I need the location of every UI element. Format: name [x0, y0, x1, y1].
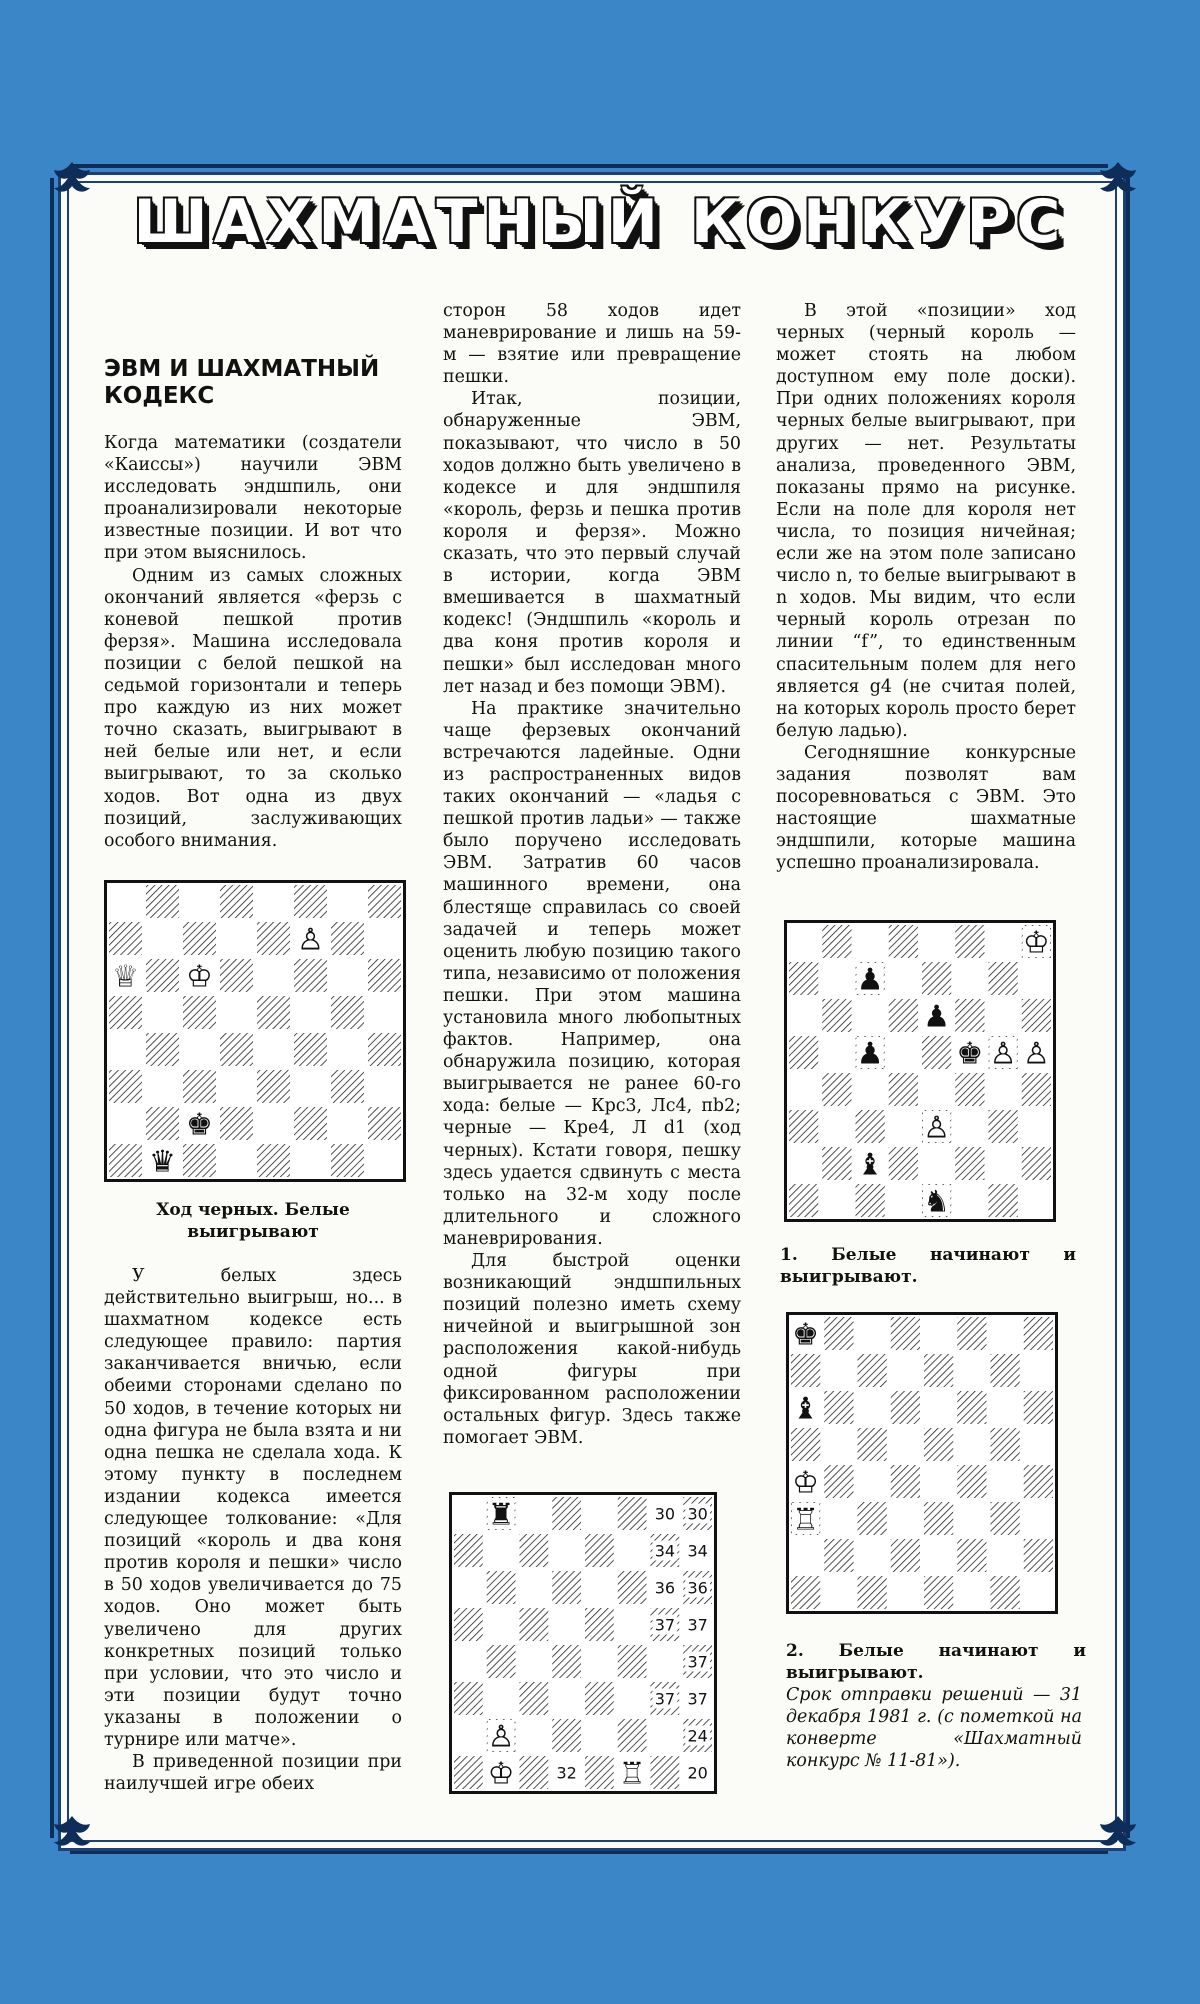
move-count-label: 34 [687, 1541, 708, 1561]
dark-square [585, 1756, 614, 1789]
dark-square [824, 1391, 853, 1424]
dark-square [922, 1036, 951, 1069]
dark-square [1024, 1465, 1053, 1498]
dark-square [257, 1144, 290, 1177]
dark-square [1024, 1391, 1053, 1424]
chess-piece-icon: ♔ [792, 1465, 820, 1501]
paragraph: Когда математики (создатели «Каиссы») научили ЭВМ исследовать эндшпиль, они проанализировали некоторые известные позиции. И вот что при этом выяснилось. [104, 433, 402, 564]
dark-square [924, 1354, 953, 1387]
dark-square [791, 1576, 820, 1609]
dark-square [824, 1465, 853, 1498]
paragraph: В этой «позиции» ход черных (черный король — может стоять на любом доступном ему поле доски). При одних положениях короля черных белые выигрывают, при других — нет. Результаты анализа, проведенного ЭВМ, показаны прямо на рисунке. Если на поле для короля нет числа, то позиция ничейная; если же на этом поле записано число n, то белые выигрывают в n ходов. Мы видим, что если черный король отрезан по линии “f”, то единственным спасительным полем для него является g4 (не считая полей, на которых король просто берет белую ладью). [776, 301, 1076, 741]
fleur-ornament-icon [50, 1812, 94, 1856]
dark-square [1024, 1539, 1053, 1572]
dark-square [618, 1719, 647, 1752]
dark-square [789, 962, 818, 995]
chess-diagram-1 [104, 880, 406, 1182]
dark-square [520, 1682, 549, 1715]
paragraph: Одним из самых сложных окончаний является «ферзь с коневой пешкой против ферзя». Машина исследовала позиции с белой пешкой на седьмой горизонтали и теперь про каждую из них может точно сказать, выигрывают в ней белые или нет, и если выигрывают, то за сколько ходов. Вот одна из двух позиций, заслуживающих особого внимания. [104, 565, 402, 851]
dark-square [989, 1184, 1018, 1217]
dark-square [955, 999, 984, 1032]
move-count-label: 37 [687, 1615, 708, 1635]
chess-piece-icon: ♝ [856, 1147, 884, 1183]
dark-square [858, 1354, 887, 1387]
move-count-label: 37 [687, 1652, 708, 1672]
dark-square [824, 1317, 853, 1350]
dark-square [220, 1033, 253, 1066]
move-count-label: 24 [687, 1726, 708, 1746]
dark-square [991, 1502, 1020, 1535]
dark-square [294, 959, 327, 992]
dark-square [989, 962, 1018, 995]
chess-diagram-3 [784, 920, 1056, 1222]
dark-square [1022, 1073, 1051, 1106]
dark-square [109, 922, 142, 955]
dark-square [1024, 1317, 1053, 1350]
frame-right-line [1126, 178, 1130, 1838]
dark-square [454, 1682, 483, 1715]
dark-square [331, 1144, 364, 1177]
dark-square [991, 1576, 1020, 1609]
dark-square [368, 959, 401, 992]
diagram-1-caption: Ход черных. Белые выигрывают [156, 1200, 350, 1242]
dark-square [585, 1682, 614, 1715]
dark-square [294, 885, 327, 918]
dark-square [220, 1107, 253, 1140]
paragraph: Сегодняшние конкурсные задания позволят вам посоревноваться с ЭВМ. Это настоящие шахматные эндшпили, которые машина успешно проанализировала. [776, 742, 1076, 874]
dark-square [891, 1539, 920, 1572]
diagram-4-caption: 2. Белые начинают и выигрывают. [786, 1641, 1086, 1683]
dark-square [552, 1497, 581, 1530]
paragraph: Для быстрой оценки возникающий эндшпильных позиций полезно иметь схему ничейной и выигрышной зон расположения какой-нибудь одной фигуры при фиксированном расположении остальных фигур. Здесь также помогает ЭВМ. [443, 1251, 741, 1448]
fleur-ornament-icon [1096, 158, 1140, 202]
move-count-label: 37 [654, 1615, 676, 1635]
chessboard [107, 883, 403, 1179]
dark-square [257, 996, 290, 1029]
chess-piece-icon: ♕ [112, 959, 139, 995]
column-2 [443, 300, 741, 1449]
chess-piece-icon: ♟ [923, 999, 951, 1035]
frame-top-line [70, 164, 1108, 168]
dark-square [487, 1571, 516, 1604]
dark-square [220, 959, 253, 992]
chess-piece-icon: ♚ [186, 1107, 213, 1143]
dark-square [651, 1756, 680, 1789]
move-count-label: 30 [654, 1504, 676, 1524]
paragraph: сторон 58 ходов идет маневрирование и лишь на 59-м — взятие или превращение пешки. [443, 301, 741, 388]
dark-square [454, 1534, 483, 1567]
dark-square [924, 1502, 953, 1535]
dark-square [368, 885, 401, 918]
dark-square [618, 1571, 647, 1604]
column-1-continued [104, 1265, 402, 1795]
page-title: ШАХМАТНЫЙ КОНКУРС [133, 187, 1067, 257]
dark-square [618, 1497, 647, 1530]
chess-piece-icon: ♜ [487, 1497, 515, 1533]
dark-square [183, 996, 216, 1029]
dark-square [891, 1391, 920, 1424]
dark-square [889, 999, 918, 1032]
chess-piece-icon: ♚ [956, 1036, 984, 1072]
dark-square [331, 1070, 364, 1103]
dark-square [520, 1756, 549, 1789]
dark-square [889, 925, 918, 958]
dark-square [552, 1645, 581, 1678]
chess-piece-icon: ♛ [149, 1144, 176, 1179]
move-count-label: 30 [687, 1504, 708, 1524]
dark-square [924, 1428, 953, 1461]
deadline-note: Срок отправки решений — 31 декабря 1981 г. (с пометкой на конверте «Шахматный конкурс № 11-81»). [786, 1685, 1082, 1771]
paragraph: Итак, позиции, обнаруженные ЭВМ, показывают, что число в 50 ходов должно быть увеличено в кодексе и для эндшпиля «король, ферзь и пешка против короля и ферзя». Можно сказать, что это первый случай в истории, когда ЭВМ вмешивается в шахматный кодекс! (Эндшпиль «король и два коня против короля и пешки» был исследован много лет назад и без помощи ЭВМ). [443, 389, 741, 697]
dark-square [989, 1110, 1018, 1143]
dark-square [552, 1571, 581, 1604]
dark-square [520, 1608, 549, 1641]
dark-square [858, 1428, 887, 1461]
dark-square [146, 1033, 179, 1066]
dark-square [585, 1534, 614, 1567]
chess-piece-icon: ♙ [989, 1036, 1017, 1072]
chess-piece-icon: ♙ [297, 922, 324, 958]
move-count-label: 20 [687, 1763, 708, 1783]
dark-square [220, 885, 253, 918]
fleur-ornament-icon [1096, 1812, 1140, 1856]
dark-square [1022, 999, 1051, 1032]
dark-square [294, 1107, 327, 1140]
move-count-label: 34 [654, 1541, 676, 1561]
article-heading: ЭВМ И ШАХМАТНЫЙ КОДЕКС [104, 356, 380, 409]
dark-square [789, 1110, 818, 1143]
dark-square [822, 1073, 851, 1106]
column-1 [104, 432, 402, 852]
dark-square [889, 1147, 918, 1180]
move-count-label: 32 [556, 1763, 577, 1783]
dark-square [294, 1033, 327, 1066]
dark-square [957, 1465, 986, 1498]
dark-square [520, 1534, 549, 1567]
chess-piece-icon: ♔ [186, 959, 213, 995]
chessboard [789, 1315, 1055, 1611]
dark-square [955, 925, 984, 958]
dark-square [454, 1756, 483, 1789]
move-count-label: 37 [687, 1689, 708, 1709]
chess-piece-icon: ♟ [856, 962, 884, 998]
dark-square [991, 1354, 1020, 1387]
dark-square [331, 922, 364, 955]
chessboard [452, 1495, 714, 1791]
dark-square [109, 996, 142, 1029]
dark-square [824, 1539, 853, 1572]
dark-square [858, 1502, 887, 1535]
chess-piece-icon: ♙ [923, 1110, 951, 1146]
dark-square [924, 1576, 953, 1609]
chess-piece-icon: ♙ [1022, 1036, 1050, 1072]
dark-square [1022, 1147, 1051, 1180]
dark-square [822, 925, 851, 958]
dark-square [955, 1147, 984, 1180]
dark-square [454, 1608, 483, 1641]
dark-square [891, 1465, 920, 1498]
dark-square [856, 1184, 885, 1217]
dark-square [109, 1070, 142, 1103]
dark-square [331, 996, 364, 1029]
dark-square [889, 1073, 918, 1106]
dark-square [183, 1144, 216, 1177]
dark-square [183, 922, 216, 955]
chess-diagram-2 [449, 1492, 717, 1794]
dark-square [368, 1107, 401, 1140]
paragraph: На практике значительно чаще ферзевых окончаний встречаются ладейные. Одни из распространенных видов таких окончаний — «ладья с пешкой против ладьи» — также было поручено исследовать ЭВМ. Затратив 60 часов машинного времени, она блестяще справилась со своей задачей и теперь может оценить любую позицию такого типа, независимо от положения пешки. При этом машина установила много любопытных фактов. Например, она обнаружила позицию, которая выигрывается не ранее 60-го хода: белые — Крc3, Лc4, пb2; черные — Крe4, Л d1 (ход черных). Кстати говоря, пешку здесь удается сдвинуть с места только на 32-м ходу после длительного и сложного маневрирования. [443, 698, 741, 1249]
dark-square [552, 1719, 581, 1752]
dark-square [791, 1354, 820, 1387]
dark-square [257, 922, 290, 955]
chess-piece-icon: ♝ [792, 1391, 820, 1427]
dark-square [146, 885, 179, 918]
chess-piece-icon: ♔ [1022, 925, 1050, 961]
fleur-ornament-icon [50, 158, 94, 202]
dark-square [618, 1645, 647, 1678]
chess-piece-icon: ♟ [856, 1036, 884, 1072]
frame-left-line [50, 178, 54, 1838]
dark-square [487, 1645, 516, 1678]
dark-square [922, 962, 951, 995]
chess-piece-icon: ♖ [792, 1502, 820, 1538]
dark-square [957, 1391, 986, 1424]
dark-square [957, 1317, 986, 1350]
dark-square [146, 1107, 179, 1140]
dark-square [368, 1033, 401, 1066]
chess-diagram-4 [786, 1312, 1058, 1614]
dark-square [183, 1070, 216, 1103]
chess-piece-icon: ♞ [923, 1184, 951, 1219]
move-count-label: 37 [654, 1689, 676, 1709]
paragraph: В приведенной позиции при наилучшей игре обеих [104, 1752, 402, 1795]
dark-square [822, 1147, 851, 1180]
dark-square [858, 1576, 887, 1609]
dark-square [791, 1428, 820, 1461]
move-count-label: 36 [654, 1578, 676, 1598]
diagram-3-caption: 1. Белые начинают и выигрывают. [780, 1245, 1076, 1287]
move-count-label: 36 [687, 1578, 708, 1598]
dark-square [789, 1184, 818, 1217]
dark-square [891, 1317, 920, 1350]
chess-piece-icon: ♙ [487, 1719, 515, 1755]
dark-square [957, 1539, 986, 1572]
column-3 [776, 300, 1076, 874]
paragraph: У белых здесь действительно выигрыш, но... в шахматном кодексе есть следующее правило: партия заканчивается вничью, если обеими сторонами сделано по 50 ходов, в течение которых ни одна фигура не была взята и ни одна пешка не сделала хода. К этому пункту в последнем издании кодекса имеется следующее толкование: «Для позиций «король и два коня против короля и пешки» число в 50 ходов увеличивается до 75 ходов. Оно может быть увеличено для других конкретных позиций только при условии, что это число и эти позиции будут точно указаны в положении о турнире или матче». [104, 1266, 402, 1750]
dark-square [109, 1144, 142, 1177]
dark-square [789, 1036, 818, 1069]
chess-piece-icon: ♔ [487, 1756, 515, 1791]
dark-square [585, 1608, 614, 1641]
chess-piece-icon: ♖ [618, 1756, 646, 1791]
dark-square [146, 959, 179, 992]
dark-square [991, 1428, 1020, 1461]
dark-square [856, 1110, 885, 1143]
chessboard [787, 923, 1053, 1219]
chess-piece-icon: ♚ [792, 1317, 820, 1353]
dark-square [257, 1070, 290, 1103]
dark-square [955, 1073, 984, 1106]
dark-square [822, 999, 851, 1032]
